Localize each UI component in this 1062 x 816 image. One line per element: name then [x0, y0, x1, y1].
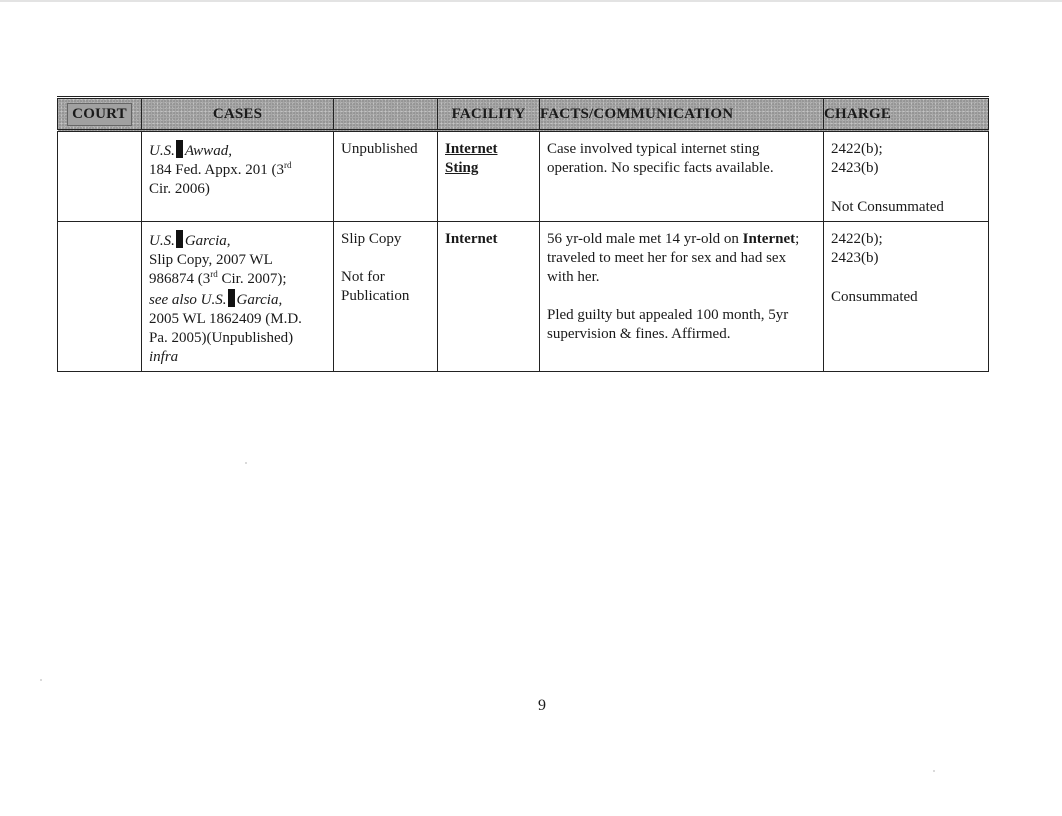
charge-status: Consummated [831, 289, 918, 305]
table-row [58, 131, 989, 222]
facts-text: Case involved typical internet sting operation. No specific facts available. [547, 141, 774, 176]
facility-value: Sting [445, 160, 479, 176]
facility-cell [438, 222, 540, 372]
charge-code: 2422(b); [831, 231, 883, 247]
ordinal-suffix: rd [210, 269, 218, 279]
charge-code: 2423(b) [831, 160, 879, 176]
cases-cell [142, 131, 334, 222]
citation-text: Pa. 2005)(Unpublished) [149, 330, 294, 346]
facility-value: Internet [445, 141, 498, 157]
charge-cell [824, 131, 989, 222]
citation-text: 986874 (3 [149, 271, 211, 287]
header-court-label: COURT [67, 103, 132, 126]
header-charge [824, 98, 989, 131]
redaction-mark [176, 140, 183, 158]
header-facility [438, 98, 540, 131]
citation-text: Cir. 2007); [217, 271, 287, 287]
facts-text: 56 yr-old male met 14 yr-old on [547, 231, 739, 247]
header-facility-label: FACILITY [451, 105, 526, 122]
citation-text: 2005 WL 1862409 (M.D. [149, 311, 302, 327]
case-name-part: Garcia, [184, 233, 231, 249]
publication-cell [334, 131, 438, 222]
court-value [58, 132, 141, 144]
header-facts [540, 98, 824, 131]
citation-text: Slip Copy, 2007 WL [149, 252, 273, 268]
charge-code: 2423(b) [831, 250, 879, 266]
citation-text: Cir. 2006) [149, 181, 210, 197]
page-number: 9 [538, 697, 546, 714]
header-charge-label: CHARGE [824, 105, 892, 122]
facts-cell [540, 222, 824, 372]
publication-status: Unpublished [341, 141, 418, 157]
table-row [58, 222, 989, 372]
case-name-part: U.S. [149, 143, 175, 159]
scan-top-edge [0, 0, 1062, 2]
facts-paragraph [547, 230, 816, 287]
scan-speck [40, 679, 42, 681]
facility-cell [438, 131, 540, 222]
charge-status: Not Consummated [831, 199, 944, 215]
charge-cell [824, 222, 989, 372]
case-name-part: Awwad, [184, 143, 232, 159]
charge-code: 2422(b); [831, 141, 883, 157]
court-cell [58, 131, 142, 222]
publication-status: Publication [341, 288, 410, 304]
scan-speck [245, 462, 247, 464]
header-facts-label: FACTS/COMMUNICATION [540, 105, 734, 122]
publication-status: Slip Copy [341, 231, 402, 247]
header-row [58, 98, 989, 131]
header-cases [142, 98, 334, 131]
header-blank [334, 98, 438, 131]
facts-paragraph: Pled guilty but appealed 100 month, 5yr supervision & fines. Affirmed. [547, 307, 789, 342]
cases-cell [142, 222, 334, 372]
case-table [57, 96, 989, 372]
facility-value: Internet [445, 231, 498, 247]
facts-cell [540, 131, 824, 222]
header-cases-label: CASES [212, 105, 263, 122]
case-name-part: Garcia, [236, 292, 283, 308]
court-value [58, 222, 141, 234]
redaction-mark [176, 230, 183, 248]
see-also-text: see also U.S. [149, 292, 227, 308]
redaction-mark [228, 289, 235, 307]
publication-status: Not for [341, 269, 385, 285]
citation-text: 184 Fed. Appx. 201 (3 [149, 162, 284, 178]
facts-emphasis: Internet [742, 231, 796, 247]
court-cell [58, 222, 142, 372]
scan-speck [933, 770, 935, 772]
citation-text: infra [149, 349, 179, 365]
facts-text: ; traveled to meet her for sex and had sex with her. [547, 231, 800, 285]
publication-cell [334, 222, 438, 372]
case-name-part: U.S. [149, 233, 175, 249]
ordinal-suffix: rd [284, 160, 292, 170]
header-court [58, 98, 142, 131]
